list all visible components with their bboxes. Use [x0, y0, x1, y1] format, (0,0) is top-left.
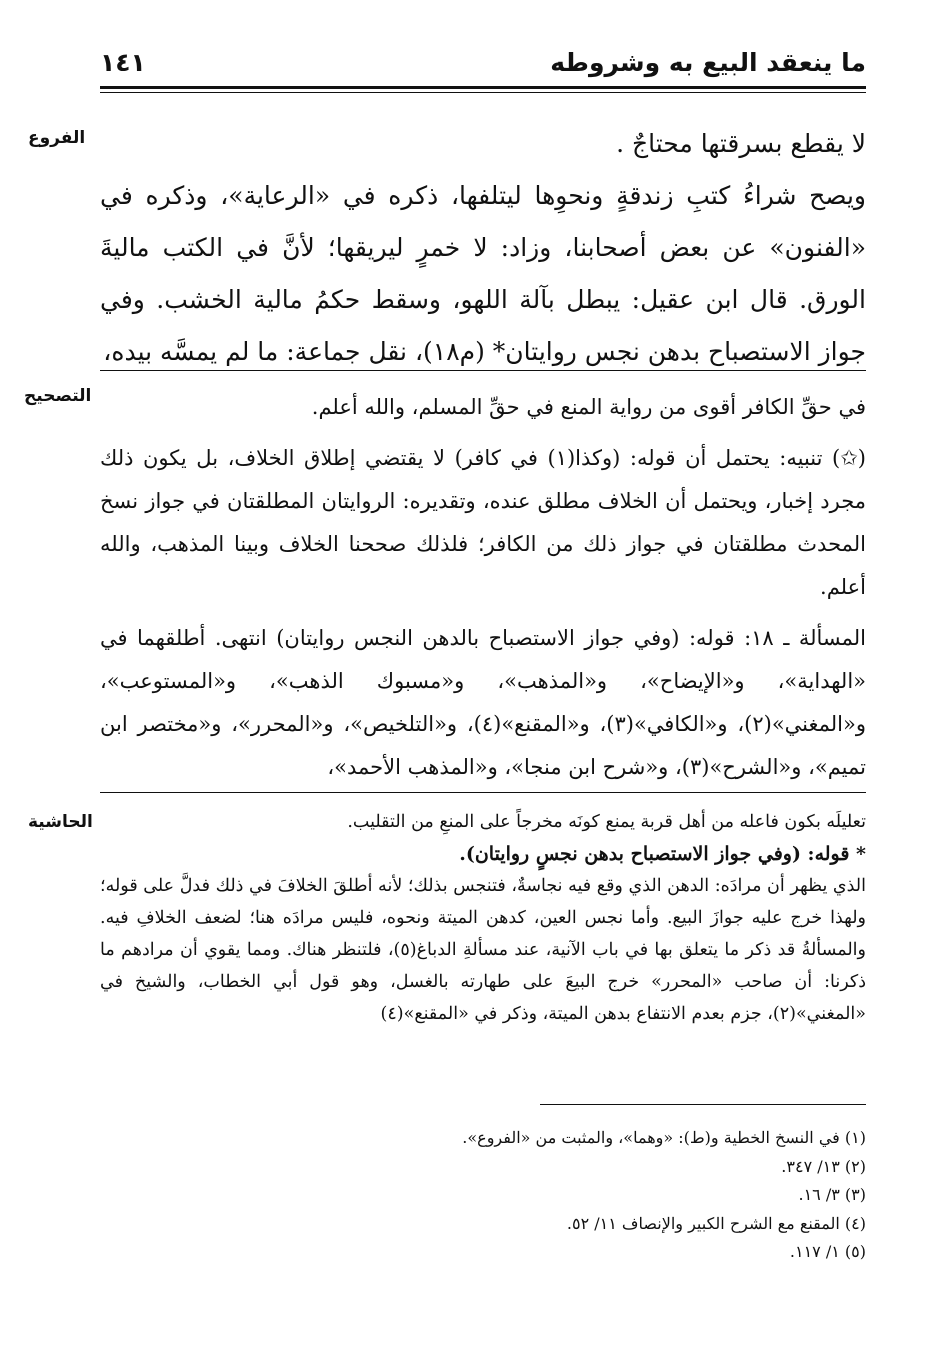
hashiya-para-3: الذي يظهر أن مرادَه: الدهن الذي وقع فيه نجاسةٌ، فتنجس بذلك؛ لأنه أطلقَ الخلافَ في ذلك فدلَّ على قوله؛ ولهذا خرج عليه جوازَ البيع. وأما نجس العين، كدهن الميتة ونحوه، فليس مرادَه هنا؛ لضعف الخلافِ فيه. والمسألةُ قد ذكر ما يتعلق بها في باب الآنية، عند مسألةِ الدباغ(٥)، فلتنظر هناك. ومما يقوي أن مرادهم ما ذكرنا: أن صاحب «المحرر» خرج البيعَ على طهارته بالغسل، وهو قول أبي الخطاب، والشيخ في «المغني»(٢)، جزم بعدم الانتفاع بدهن الميتة، وذكر في «المقنع»(٤): [100, 876, 866, 1024]
header-rule-thick: [100, 86, 866, 89]
hashiya-heading: * قوله: (وفي جواز الاستصباح بدهن نجسٍ روايتان).: [459, 843, 866, 865]
page-header: [100, 44, 866, 84]
footnote-2: (٢) ١٣/ ٣٤٧.: [781, 1156, 866, 1176]
furu-line-1: لا يقطع بسرقتها محتاجٌ .: [616, 129, 866, 158]
separator-furu-tashih: [100, 370, 866, 371]
footnote-rule: [540, 1104, 866, 1105]
running-title: ما ينعقد البيع به وشروطه: [550, 48, 866, 77]
tashih-para-2: (✩) تنبيه: يحتمل أن قوله: (وكذا(١) في كافر) لا يقتضي إطلاق الخلاف، بل يكون ذلك مجرد إخبار، ويحتمل أن الخلاف مطلق عنده، وتقديره: الروايتان المطلقتان في جواز نسخ المحدث مطلقتان في جواز ذلك من الكافر؛ فلذلك صححنا الخلاف وبينا المذهب، والله أعلم.: [100, 446, 867, 599]
section-label-furu: الفروع: [28, 128, 86, 148]
footnotes: [100, 1124, 866, 1267]
footnote-1: (١) في النسخ الخطية و(ط): «وهما»، والمثبت من «الفروع».: [462, 1128, 866, 1147]
hashiya-para-1: تعليلَه بكون فاعله من أهل قربة يمنع كونَه مخرجاً على المنعِ من التقليب.: [347, 812, 866, 832]
footnote-5: (٥) ١/ ١١٧.: [789, 1242, 866, 1261]
header-rule-thin: [100, 92, 866, 93]
footnote-3: (٣) ٣/ ١٦.: [798, 1185, 866, 1204]
section-label-hashiya: الحاشية: [28, 812, 93, 832]
tashih-para-3: المسألة ـ ١٨: قوله: (وفي جواز الاستصباح بالدهن النجس روايتان) انتهى. أطلقهما في «الهداية»، و«الإيضاح»، و«المذهب»، و«مسبوك الذهب»، و«المستوعب»، و«المغني»(٢)، و«الكافي»(٣)، و«المقنع»(٤)، و«التلخيص»، و«المحرر»، و«مختصر ابن تميم»، و«الشرح»(٣)، و«شرح ابن منجا»، و«المذهب الأحمد»،: [100, 626, 866, 779]
footnote-4: (٤) المقنع مع الشرح الكبير والإنصاف ١١/ ٥٢.: [566, 1213, 866, 1233]
furu-text: [100, 118, 866, 378]
tashih-para-1: في حقِّ الكافر أقوى من رواية المنع في حقِّ المسلم، والله أعلم.: [311, 395, 866, 419]
section-label-tashih: التصحيح: [24, 386, 92, 406]
separator-tashih-hashiya: [100, 792, 866, 793]
page-number: ١٤١: [100, 48, 146, 77]
tashih-text: [100, 386, 866, 797]
hashiya-text: [100, 806, 866, 1030]
furu-line-2: ويصح شراءُ كتبِ زندقةٍ ونحوِها ليتلفها، ذكره في «الرعاية»، وذكره في «الفنون» عن بعض أصحابنا، وزاد: لا خمرٍ ليريقها؛ لأنَّ في الكتب ماليةَ الورق. قال ابن عقيل: يبطل بآلة اللهو، وسقط حكمُ مالية الخشب. وفي جواز الاستصباح بدهن نجس روايتان* (م١٨)، نقل جماعة: ما لم يمسَّه بيده،: [100, 181, 866, 366]
